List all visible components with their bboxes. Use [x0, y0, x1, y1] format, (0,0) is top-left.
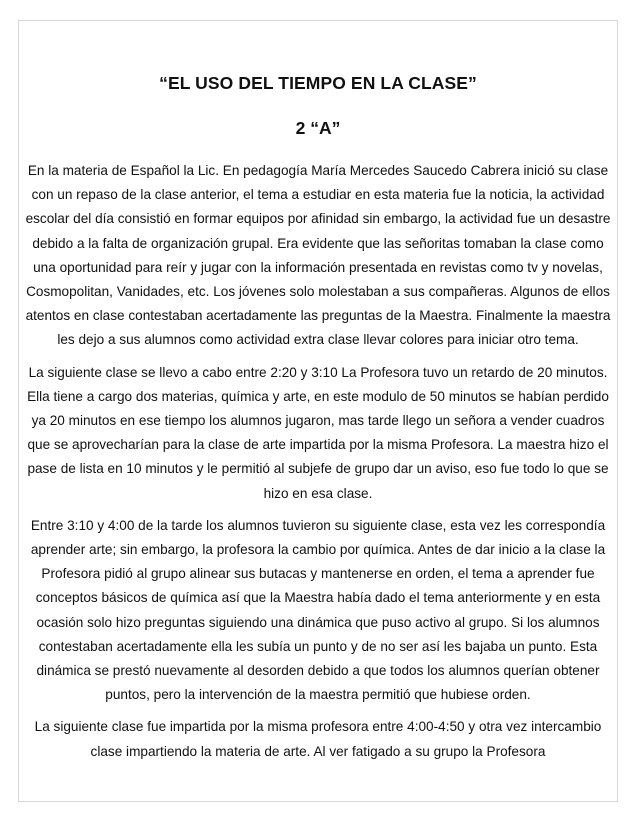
document-subtitle: 2 “A”	[295, 118, 341, 138]
paragraph-2: La siguiente clase se llevo a cabo entre 2:20 y 3:10 La Profesora tuvo un retardo de 20 minutos. Ella tiene a cargo dos materias, química y arte, en este modulo de 50 minutos se habían perdido ya 20 minutos en ese tiempo los alumnos jugaron, mas tarde llego un señora a vender cuadros que se aprovecharían para la clase de arte impartida por la misma Profesora. La maestra hizo el pase de lista en 10 minutos y le permitió al subjefe de grupo dar un aviso, eso fue todo lo que se hizo en esa clase.	[27, 364, 609, 501]
document-page	[18, 20, 618, 802]
paragraph-3: Entre 3:10 y 4:00 de la tarde los alumnos tuvieron su siguiente clase, esta vez les correspondía aprender arte; sin embargo, la profesora la cambio por química. Antes de dar inicio a la clase la Profesora pidió al grupo alinear sus butacas y mantenerse en orden, el tema a aprender fue conceptos básicos de química así que la Maestra había dado el tema anteriormente y en esta ocasión solo hizo preguntas siguiendo una dinámica que puso activo al grupo. Si los alumnos contestaban acertadamente ella les subía un punto y de no ser así les bajaba un punto. Esta dinámica se prestó nuevamente al desorden debido a que todos los alumnos querían obtener puntos, pero la intervención de la maestra permitió que hubiese orden.	[30, 517, 606, 703]
document-body	[19, 159, 617, 764]
paragraph-1: En la materia de Español la Lic. En pedagogía María Mercedes Saucedo Cabrera inició su clase con un repaso de la clase anterior, el tema a estudiar en esta materia fue la noticia, la actividad escolar del día consistió en formar equipos por afinidad sin embargo, la actividad fue un desastre debido a la falta de organización grupal. Era evidente que las señoritas tomaban la clase como una oportunidad para reír y jugar con la información presentada en revistas como tv y novelas, Cosmopolitan, Vanidades, etc. Los jóvenes solo molestaban a sus compañeras. Algunos de ellos atentos en clase contestaban acertadamente las preguntas de la Maestra. Finalmente la maestra les dejo a sus alumnos como actividad extra clase llevar colores para iniciar otro tema.	[25, 163, 611, 348]
paragraph-4: La siguiente clase fue impartida por la misma profesora entre 4:00-4:50 y otra vez intercambio clase impartiendo la materia de arte. Al ver fatigado a su grupo la Profesora	[34, 719, 602, 759]
document-title: “EL USO DEL TIEMPO EN LA CLASE”	[159, 73, 477, 93]
